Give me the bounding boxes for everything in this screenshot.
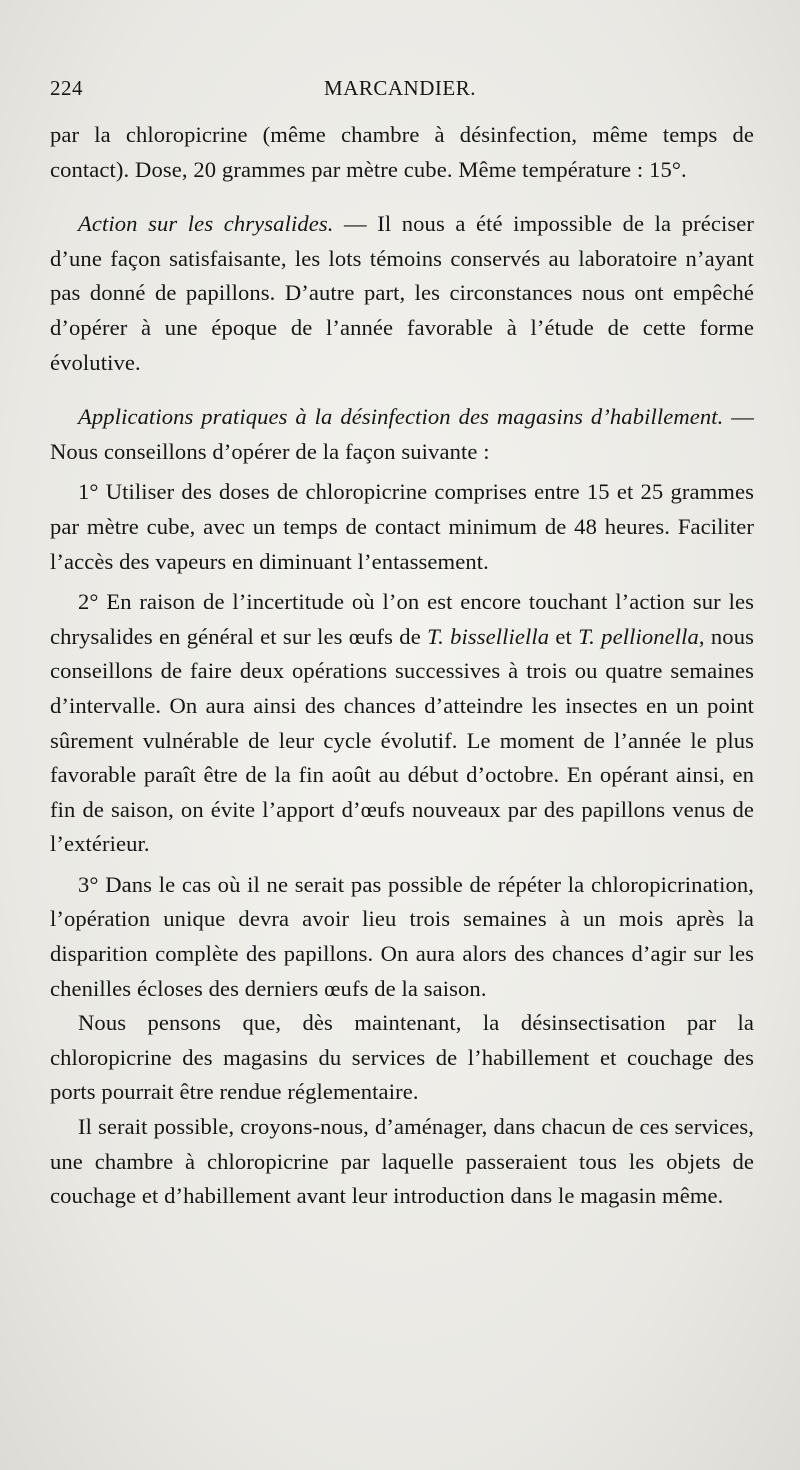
page-number: 224 bbox=[50, 76, 83, 100]
paragraph-applications bbox=[50, 400, 754, 469]
paragraph-applications-text: — Nous conseillons d’opérer de la façon suivante : bbox=[50, 404, 755, 464]
paragraph-1 bbox=[50, 118, 754, 187]
paragraph-item-2-text-b: et bbox=[549, 623, 579, 649]
paragraph-conclusion-2-text: Il serait possible, croyons-nous, d’aménager, dans chacun de ces services, une chambre à chloropicrine par laquelle passeraient tous les objets de couchage et d’habillement avant leur introduction dans le magasin même. bbox=[50, 1114, 754, 1209]
page-header bbox=[50, 76, 750, 110]
paragraph-item-2-text-a: 2° En raison de l’incertitude où l’on est encore touchant l’action sur les chrysalides en général et sur les œufs de bbox=[50, 589, 754, 649]
paragraph-item-2 bbox=[50, 585, 754, 862]
section-heading-chrysalides: Action sur les chrysalides. bbox=[78, 211, 334, 237]
body-text bbox=[50, 118, 754, 1214]
paragraph-chrysalides-text: — Il nous a été impossible de la préciser d’une façon satisfaisante, les lots témoins conservés au laboratoire n’ayant pas donné de papillons. D’autre part, les circonstances nous ont empêché d’opérer à une époque de l’année favorable à l’étude de cette forme évolutive. bbox=[50, 211, 754, 375]
paragraph-conclusion-1-text: Nous pensons que, dès maintenant, la désinsectisation par la chloropicrine des magasins du services de l’habillement et couchage des ports pourrait être rendue réglementaire. bbox=[50, 1010, 754, 1105]
running-head: MARCANDIER. bbox=[324, 76, 476, 100]
paragraph-chrysalides bbox=[50, 207, 754, 380]
paragraph-conclusion-1 bbox=[50, 1006, 754, 1110]
paragraph-conclusion-2 bbox=[50, 1110, 754, 1214]
species-name-pellionella: T. pellionella bbox=[578, 623, 699, 649]
paragraph-1-text: par la chloropicrine (même chambre à désinfection, même temps de contact). Dose, 20 grammes par mètre cube. Même température : 15°. bbox=[50, 122, 754, 182]
paragraph-item-3-text: 3° Dans le cas où il ne serait pas possible de répéter la chloropicrination, l’opération unique devra avoir lieu trois semaines à un mois après la disparition complète des papillons. On aura alors des chances d’agir sur les chenilles écloses des derniers œufs de la saison. bbox=[50, 871, 754, 1001]
paragraph-item-2-text-c: , nous conseillons de faire deux opérations successives à trois ou quatre semaines d’intervalle. On aura ainsi des chances d’atteindre les insectes en un point sûrement vulnérable de leur cycle évolutif. Le moment de l’année le plus favorable paraît être de la fin août au début d’octobre. En opérant ainsi, en fin de saison, on évite l’apport d’œufs nouveaux par des papillons venus de l’extérieur. bbox=[50, 623, 754, 857]
paragraph-item-3 bbox=[50, 868, 754, 1006]
species-name-bisselliella: T. bisselliella bbox=[427, 623, 550, 649]
paragraph-item-1-text: 1° Utiliser des doses de chloropicrine comprises entre 15 et 25 grammes par mètre cube, avec un temps de contact minimum de 48 heures. Faciliter l’accès des vapeurs en diminuant l’entassement. bbox=[50, 479, 754, 574]
section-heading-applications: Applications pratiques à la désinfection des magasins d’habillement. bbox=[78, 404, 724, 430]
paragraph-item-1 bbox=[50, 475, 754, 579]
